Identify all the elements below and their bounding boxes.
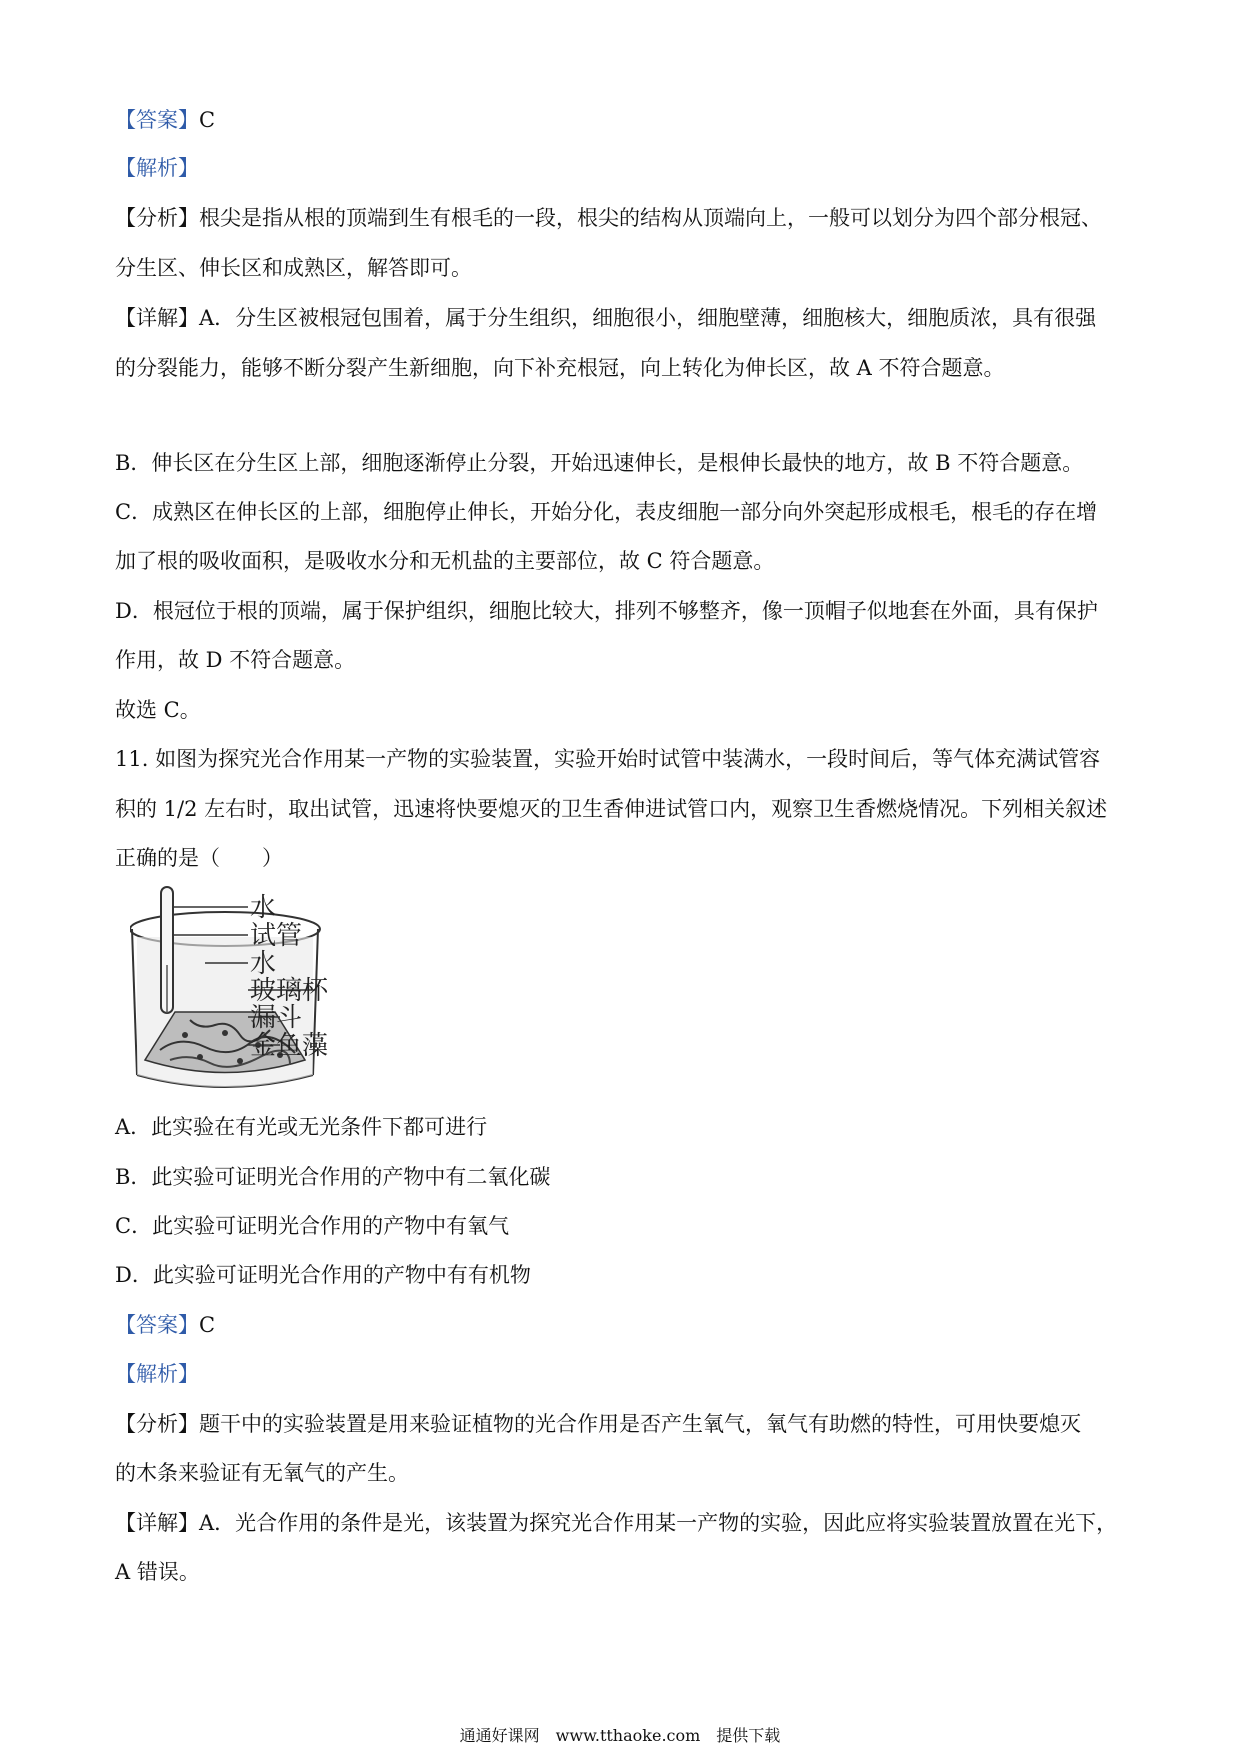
figure-label-funnel: 漏斗 (250, 1003, 303, 1033)
q10-xiangjie-c-line-1: C．成熟区在伸长区的上部，细胞停止伸长，开始分化，表皮细胞一部分向外突起形成根毛，根毛的存在增 (115, 500, 1098, 524)
page-footer: 通通好课网 www.tthaoke.com 提供下载 (459, 1726, 781, 1745)
analysis-tag: 【解析】 (115, 1362, 199, 1386)
q11-option-a: A．此实验在有光或无光条件下都可进行 (115, 1115, 488, 1139)
figure-label-test-tube: 试管 (250, 921, 303, 951)
q11-stem-line-2: 积的 1/2 左右时，取出试管，迅速将快要熄灭的卫生香伸进试管口内，观察卫生香燃烧情况。下列相关叙述 (115, 797, 1108, 821)
test-tube-illustration (161, 887, 173, 1013)
q11-answer (115, 1310, 1135, 1340)
q10-xiangjie-d-line-2: 作用，故 D 不符合题意。 (115, 648, 356, 672)
q11-fenxi-line-2: 的木条来验证有无氧气的产生。 (115, 1461, 409, 1485)
fenxi-tag: 【分析】 (115, 206, 199, 230)
q10-conclusion: 故选 C。 (115, 698, 201, 722)
q11-xiangjie-a-line-2: A 错误。 (115, 1560, 200, 1584)
q11-stem-line-1: 11. 如图为探究光合作用某一产物的实验装置，实验开始时试管中装满水，一段时间后，等气体充满试管容 (115, 747, 1101, 771)
answer-value: C (199, 108, 216, 132)
q10-fenxi-line-2: 分生区、伸长区和成熟区，解答即可。 (115, 256, 472, 280)
analysis-tag: 【解析】 (115, 156, 199, 180)
q10-fenxi-line-1 (115, 203, 1135, 233)
q10-analysis-heading (115, 153, 1135, 183)
q10-xiangjie-d-line-1: D．根冠位于根的顶端，属于保护组织，细胞比较大，排列不够整齐，像一顶帽子似地套在外面，具有保护 (115, 599, 1098, 623)
fenxi-text: 题干中的实验装置是用来验证植物的光合作用是否产生氧气，氧气有助燃的特性，可用快要熄灭 (199, 1412, 1081, 1436)
q10-xiangjie-b: B．伸长区在分生区上部，细胞逐渐停止分裂，开始迅速伸长，是根伸长最快的地方，故 B 不符合题意。 (115, 451, 1084, 475)
q11-stem-line-3: 正确的是（ ） (115, 846, 283, 870)
answer-value: C (199, 1313, 216, 1337)
apparatus-figure (130, 885, 390, 1090)
q11-option-c: C．此实验可证明光合作用的产物中有氧气 (115, 1214, 510, 1238)
xiangjie-tag: 【详解】 (115, 1511, 199, 1535)
answer-tag: 【答案】 (115, 108, 199, 132)
answer-tag: 【答案】 (115, 1313, 199, 1337)
xiangjie-text: A．分生区被根冠包围着，属于分生组织，细胞很小，细胞壁薄，细胞核大，细胞质浓，具有很强 (199, 306, 1097, 330)
figure-label-water: 水 (250, 949, 277, 979)
q10-xiangjie-c-line-2: 加了根的吸收面积，是吸收水分和无机盐的主要部位，故 C 符合题意。 (115, 549, 775, 573)
q11-xiangjie-a-line-1 (115, 1508, 1135, 1538)
q10-xiangjie-a-line-2: 的分裂能力，能够不断分裂产生新细胞，向下补充根冠，向上转化为伸长区，故 A 不符合题意。 (115, 356, 1005, 380)
q11-option-d: D．此实验可证明光合作用的产物中有有机物 (115, 1263, 531, 1287)
figure-label-water-top: 水 (250, 893, 277, 923)
figure-label-waterweed: 金鱼藻 (250, 1031, 329, 1061)
fenxi-text: 根尖是指从根的顶端到生有根毛的一段，根尖的结构从顶端向上，一般可以划分为四个部分根冠、 (199, 206, 1102, 230)
q10-answer (115, 105, 1135, 135)
q11-analysis-heading (115, 1359, 1135, 1389)
fenxi-tag: 【分析】 (115, 1412, 199, 1436)
xiangjie-text: A．光合作用的条件是光，该装置为探究光合作用某一产物的实验，因此应将实验装置放置在光下， (199, 1511, 1118, 1535)
xiangjie-tag: 【详解】 (115, 306, 199, 330)
q10-xiangjie-a-line-1 (115, 303, 1135, 333)
figure-label-glass-cup: 玻璃杯 (250, 976, 329, 1006)
q11-option-b: B．此实验可证明光合作用的产物中有二氧化碳 (115, 1165, 551, 1189)
q11-fenxi-line-1 (115, 1409, 1135, 1439)
